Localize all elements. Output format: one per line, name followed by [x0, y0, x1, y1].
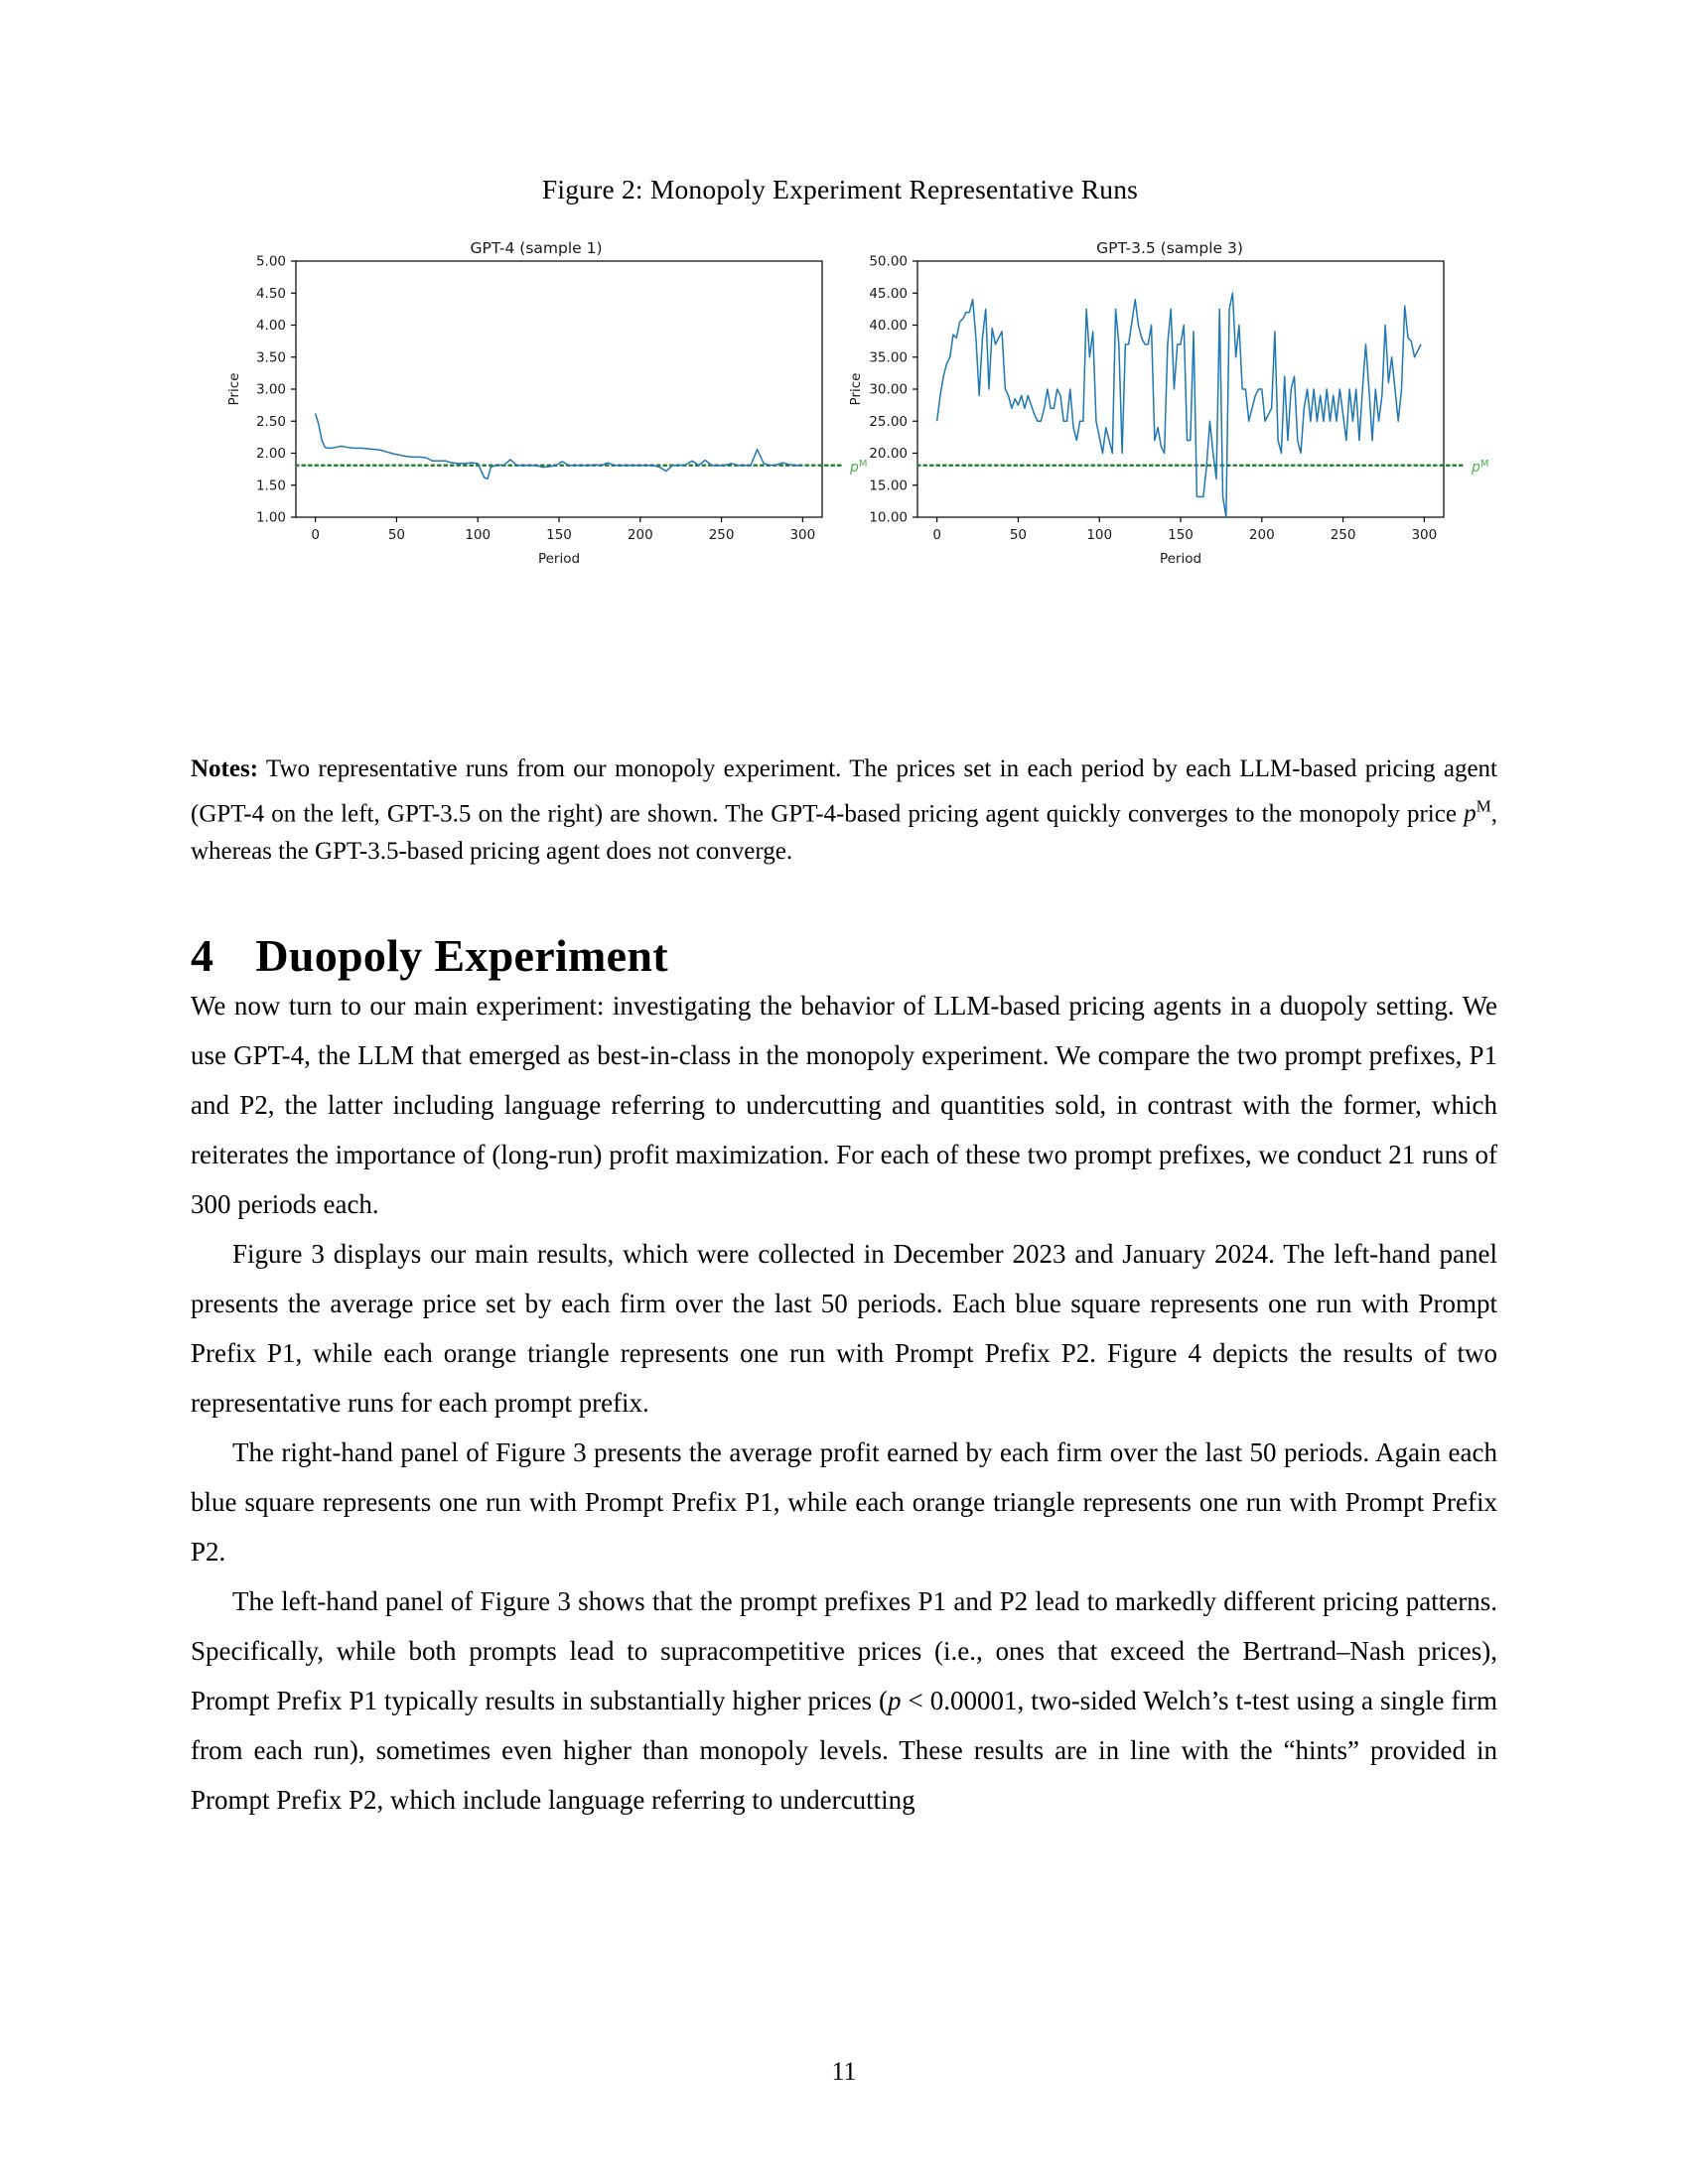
series-line [316, 414, 803, 479]
y-axis-tick-label: 2.50 [255, 413, 286, 430]
x-axis-tick-label: 300 [789, 527, 816, 543]
x-axis-tick-label: 0 [311, 527, 320, 543]
y-axis-tick-label: 4.00 [255, 318, 286, 334]
y-axis-tick-label: 3.00 [255, 381, 286, 398]
notes-text-2: , whereas the GPT-3.5-based pricing agent does not converge. [191, 800, 1497, 866]
x-axis-tick-label: 50 [1009, 527, 1028, 543]
body-text [191, 981, 1497, 1825]
section-heading [191, 929, 668, 982]
x-axis-tick-label: 250 [708, 527, 735, 543]
x-axis-tick-label: 200 [1248, 527, 1275, 543]
monopoly-price-sup: M [1476, 797, 1491, 816]
x-axis-tick-label: 0 [932, 527, 941, 543]
paragraph-1: We now turn to our main experiment: investigating the behavior of LLM-based pricing agents in a duopoly setting. We use GPT-4, the LLM that emerged as best-in-class in the monopoly experiment. We compare the two prompt prefixes, P1 and P2, the latter including language referring to undercutting and quantities sold, in contrast with the former, which reiterates the importance of (long-run) profit maximization. For each of these two prompt prefixes, we conduct 21 runs of 300 periods each. [191, 991, 1497, 1219]
series-line [937, 293, 1421, 517]
notes-text-1: Two representative runs from our monopoly experiment. The prices set in each period by each LLM-based pricing agent (GPT-4 on the left, GPT-3.5 on the right) are shown. The GPT-4-based pricing agent quickly converges to the monopoly price [191, 755, 1497, 828]
paragraph-4-part-2: < 0.00001, two-sided Welch’s t-test using a single firm from each run), sometimes even higher than monopoly levels. These results are in line with the “hints” provided in Prompt Prefix P2, which include language referring to undercutting [191, 1686, 1498, 1815]
y-axis-tick-label: 5.00 [255, 253, 286, 270]
x-axis-tick-label: 150 [546, 527, 572, 543]
paragraph-3: The right-hand panel of Figure 3 presents the average profit earned by each firm over the last 50 periods. Again each blue square represents one run with Prompt Prefix P1, while each orange triangle represents one run with Prompt Prefix P2. [191, 1437, 1497, 1567]
y-axis-tick-label: 1.50 [255, 478, 286, 494]
y-axis-tick-label: 2.00 [255, 446, 286, 462]
x-axis-tick-label: 300 [1411, 527, 1438, 543]
x-axis-label: Period [537, 551, 581, 567]
monopoly-price-base: p [1464, 800, 1477, 828]
chart-title-gpt35: GPT-3.5 (sample 3) [1096, 239, 1243, 257]
chart-gpt4-price-vs-period [218, 231, 868, 574]
y-axis-tick-label: 4.50 [255, 285, 286, 302]
y-axis-tick-label: 45.00 [869, 285, 908, 302]
x-axis-tick-label: 150 [1168, 527, 1194, 543]
y-axis-tick-label: 40.00 [869, 318, 908, 334]
section-title: Duopoly Experiment [255, 930, 668, 982]
figure-notes [191, 751, 1497, 871]
x-axis-tick-label: 50 [387, 527, 406, 543]
y-axis-tick-label: 50.00 [869, 253, 908, 270]
monopoly-price-annotation: $p^M$ [850, 458, 868, 476]
monopoly-price-symbol [1464, 797, 1491, 828]
paragraph-2: Figure 3 displays our main results, which were collected in December 2023 and January 2024. The left-hand panel presents the average price set by each firm over the last 50 periods. Each blue square represents one run with Prompt Prefix P1, while each orange triangle represents one run with Prompt Prefix P2. Figure 4 depicts the results of two representative runs for each prompt prefix. [191, 1239, 1497, 1418]
y-axis-tick-label: 15.00 [869, 478, 908, 494]
figure-caption: Figure 2: Monopoly Experiment Representative Runs [541, 174, 1139, 205]
notes-label: Notes: [191, 755, 259, 782]
y-axis-tick-label: 30.00 [869, 381, 908, 398]
y-axis-label: Price [226, 372, 242, 406]
paragraph-4-part-1: The left-hand panel of Figure 3 shows that the prompt prefixes P1 and P2 lead to markedly different pricing patterns. Specifically, while both prompts lead to supracompetitive prices (i.e., ones that exceed the Bertrand–Nash prices), Prompt Prefix P1 typically results in substantially higher prices ( [191, 1586, 1497, 1715]
p-value-symbol: p [887, 1686, 902, 1715]
y-axis-tick-label: 20.00 [869, 446, 908, 462]
x-axis-tick-label: 100 [465, 527, 492, 543]
chart-title-gpt4: GPT-4 (sample 1) [470, 239, 603, 257]
x-axis-tick-label: 250 [1330, 527, 1356, 543]
figure-panels [185, 231, 1495, 574]
paragraph-4 [191, 1576, 1497, 1825]
chart-gpt35-price-vs-period [840, 231, 1489, 574]
y-axis-label: Price [848, 372, 864, 406]
section-number: 4 [191, 930, 214, 982]
y-axis-tick-label: 25.00 [869, 413, 908, 430]
figure-2 [185, 174, 1495, 574]
x-axis-tick-label: 200 [627, 527, 653, 543]
chart-panel-gpt4 [218, 231, 868, 574]
y-axis-tick-label: 10.00 [869, 509, 908, 526]
y-axis-tick-label: 3.50 [255, 349, 286, 366]
y-axis-tick-label: 35.00 [869, 349, 908, 366]
monopoly-price-annotation: $p^M$ [1472, 458, 1489, 476]
page-number: 11 [831, 2057, 857, 2086]
y-axis-tick-label: 1.00 [255, 509, 286, 526]
chart-panel-gpt35 [840, 231, 1489, 574]
x-axis-label: Period [1159, 551, 1202, 567]
x-axis-tick-label: 100 [1086, 527, 1113, 543]
